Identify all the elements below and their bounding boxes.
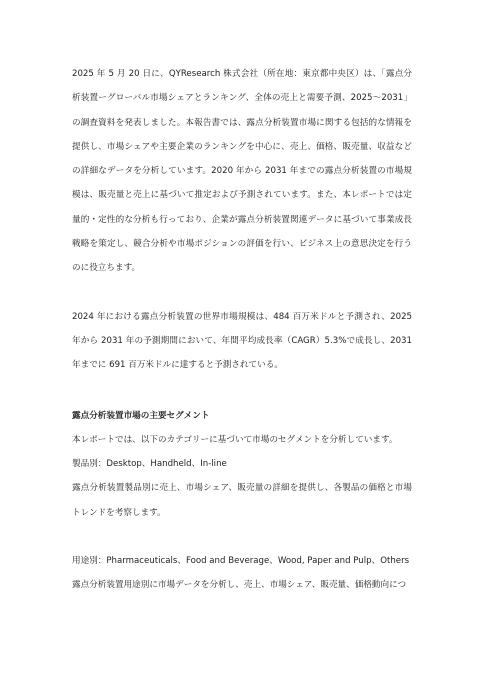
spacer bbox=[72, 378, 412, 404]
application-segment-line: 用途別：Pharmaceuticals、Food and Beverage、Wood, Paper and Pulp、Others bbox=[72, 556, 410, 567]
application-segment-description: 露点分析装置用途別に市場データを分析し、売上、市場シェア、販売量、価格動向につ bbox=[72, 580, 407, 591]
segment-heading: 露点分析装置市場の主要セグメント bbox=[72, 410, 210, 421]
spacer bbox=[72, 525, 412, 549]
market-size-paragraph: 2024 年における露点分析装置の世界市場規模は、484 百万米ドルと予測され、2025 年から 2031 年の予測期間において、年間平均成長率（CAGR）5.3%で成長し、2031 年までに 691 百万米ドルに達すると予測されている。 bbox=[72, 311, 412, 371]
segment-intro: 本レポートでは、以下のカテゴリーに基づいて市場のセグメントを分析しています。 bbox=[72, 434, 398, 445]
intro-paragraph: 2025 年 5 月 20 日に、QYResearch 株式会社（所在地：東京都中央区）は、「露点分析装置ーグローバル市場シェアとランキング、全体の売上と需要予測、2025～2031」の調査資料を発表しました。本報告書では、露点分析装置市場に関する包括的な情報を提供し、市場シェアや主要企業のランキングを中心に、売上、価格、販売量、収益などの詳細なデータを分析しています。2020 年から 2031 年までの露点分析装置の市場規模は、販売量と売上に基づいて推定および予測されています。また、本レポートでは定量的・定性的な分析も行っており、企業が露点分析装置関連データに基づいて事業成長戦略を策定し、競合分析や市場ポジションの評価を行い、ビジネス上の意思決定を行うのに役立ちます。 bbox=[72, 69, 412, 274]
spacer bbox=[72, 281, 412, 305]
product-segment-description: 露点分析装置製品別に売上、市場シェア、販売量の詳細を提供し、各製品の価格と市場トレンドを考察します。 bbox=[72, 483, 412, 518]
document-page bbox=[72, 62, 412, 598]
product-segment-line: 製品別：Desktop、Handheld、In-line bbox=[72, 459, 227, 470]
